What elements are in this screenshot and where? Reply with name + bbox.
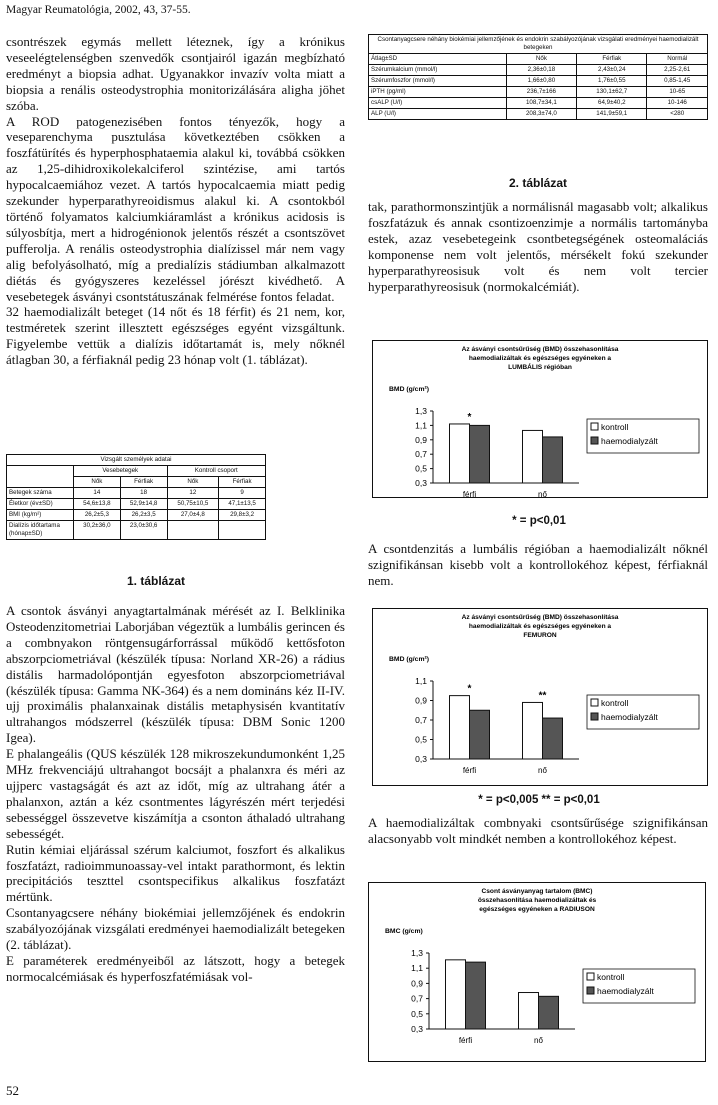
legend-label: haemodialyzált bbox=[601, 712, 658, 722]
chart-radius bbox=[368, 882, 706, 1062]
cell: 18 bbox=[120, 488, 167, 499]
table-2 bbox=[368, 34, 708, 120]
y-tick-label: 0,3 bbox=[411, 1024, 423, 1034]
cell bbox=[219, 521, 266, 540]
right-text-2 bbox=[368, 541, 708, 589]
table-1 bbox=[6, 454, 266, 540]
page-number: 52 bbox=[6, 1083, 19, 1098]
bar-haemodialyzalt bbox=[543, 718, 563, 759]
category-label: férfi bbox=[462, 490, 477, 497]
category-label: férfi bbox=[462, 766, 477, 775]
bar-haemodialyzalt bbox=[543, 437, 563, 483]
category-label: nő bbox=[538, 490, 547, 497]
row-label: Szérumkalcium (mmol/l) bbox=[369, 65, 507, 76]
cell: 108,7±34,1 bbox=[506, 98, 576, 109]
row-label: Betegek száma bbox=[7, 488, 74, 499]
significance-star: * bbox=[467, 411, 472, 423]
y-tick-label: 1,3 bbox=[415, 406, 427, 416]
bar-kontroll bbox=[446, 960, 466, 1029]
column-header: Nők bbox=[506, 54, 576, 65]
y-tick-label: 0,5 bbox=[411, 1008, 423, 1019]
cell: 27,0±4,8 bbox=[167, 510, 219, 521]
paragraph: csontrészek egymás mellett léteznek, így a krónikus veseelégtelenségben szenvedők csontjairól igazán megbízható eredményt a biopsia adhat. Ugyanakkor invazív volta miatt a biopsia a renális osteodystrophia monitorizálására aligha jöhet szóba. bbox=[6, 34, 345, 113]
chart-title: FEMURON bbox=[523, 632, 557, 639]
cell: 54,6±13,8 bbox=[74, 499, 121, 510]
bar-haemodialyzalt bbox=[539, 996, 559, 1029]
cell: 50,75±10,5 bbox=[167, 499, 219, 510]
category-label: férfi bbox=[458, 1036, 473, 1045]
legend-swatch bbox=[591, 423, 598, 430]
table-1-caption: 1. táblázat bbox=[126, 574, 186, 588]
y-axis-label: BMD (g/cm²) bbox=[389, 656, 430, 663]
chart-title: Az ásványi csontsűrűség (BMD) összehasonlítása bbox=[461, 346, 619, 353]
chart-title: haemodializáltak és egészséges egyéneken a bbox=[468, 623, 612, 630]
cell: 30,2±36,0 bbox=[74, 521, 121, 540]
chart-title: egészséges egyéneken a RADIUSON bbox=[479, 906, 595, 913]
legend-swatch bbox=[591, 437, 598, 444]
table-row bbox=[7, 510, 266, 521]
cell: 1,76±0,55 bbox=[577, 76, 647, 87]
bar-haemodialyzalt bbox=[470, 710, 490, 759]
column-header: Férfiak bbox=[577, 54, 647, 65]
cell: 9 bbox=[219, 488, 266, 499]
running-header: Magyar Reumatológia, 2002, 43, 37-55. bbox=[6, 4, 191, 16]
row-label: Dialízis időtartama (hónap±SD) bbox=[7, 521, 74, 540]
paragraph: A csontok ásványi anyagtartalmának mérését az I. Belklinika Osteodenzitometriai Laborjában végeztük a lumbális gerincen és a combnyakon röntgensugárforrással működő kettősfoton abszorpciometriával (készülék típusa: Norland XR-26) a rádius distális harmadolópontján egyesfoton abszorpciometriával (készülék típusa: Gamma NK-364) és a nem domináns kéz II-IV. ujj proximális phalanxainak distális metaphysisén kvantitatív ultrahangos módszerrel (készülék típusa: DBM Sonic 1200 Igea). bbox=[6, 603, 345, 746]
column-header: Normál bbox=[647, 54, 708, 65]
column-header: Férfiak bbox=[219, 477, 266, 488]
cell: 64,9±40,2 bbox=[577, 98, 647, 109]
y-tick-label: 0,5 bbox=[415, 734, 427, 745]
chart-title: Az ásványi csontsűrűség (BMD) összehasonlítása bbox=[461, 614, 619, 621]
table-row bbox=[369, 65, 708, 76]
cell: 23,0±30,6 bbox=[120, 521, 167, 540]
bar-kontroll bbox=[519, 993, 539, 1029]
cell: 47,1±13,5 bbox=[219, 499, 266, 510]
paragraph: 32 haemodializált beteget (14 nőt és 18 férfit) és 21 nem, kor, testméretek szerint illesztett egészséges egyént vizsgáltunk. Figyelembe vettük a dialízis időtartamát is, mely nőknél átlagban 30, a férfiaknál pedig 23 hónap volt (1. táblázat). bbox=[6, 304, 345, 368]
group-header: Vesebetegek bbox=[74, 466, 168, 477]
y-tick-label: 0,3 bbox=[415, 478, 427, 488]
cell: 208,3±74,0 bbox=[506, 109, 576, 120]
legend-label: kontroll bbox=[601, 698, 629, 708]
chart-femur-significance: * = p<0,005 ** = p<0,01 bbox=[478, 794, 600, 806]
row-label: iPTH (pg/ml) bbox=[369, 87, 507, 98]
paragraph: A ROD patogenezisében fontos tényezők, hogy a veseparenchyma pusztulása következtében csökken a foszfátürítés és hyperphosphataemia alakul ki, továbbá csökken az 1,25-dihidroxikolekalciferol szintézise, ami tartós hypocalcaemiához vezet. A tartós hypocalcaemia miatt pedig szekunder hyperparathyreoidismus alakul ki. A csontokból történő folyamatos kalciumkiáramlást a krónikus acidosis is súlyosbítja, mert a hidrogénionok jelentős részét a csontszövet pufferolja. A renális osteodystrophia dialízissel már nem vagy alig befolyásolható, míg a predialízis stádiumban alkalmazott diétás és gyógyszeres kezeléssel jórészt kivédhető. A vesebetegek ásványi csontstátuszának felmérése fontos feladat. bbox=[6, 113, 345, 304]
y-axis-label: BMD (g/cm²) bbox=[389, 386, 430, 393]
chart-lumbar bbox=[372, 340, 708, 498]
significance-star: ** bbox=[538, 690, 547, 702]
paragraph: Csontanyagcsere néhány biokémiai jellemzőjének és endokrin szabályozójának vizsgálati eredményei haemodializált betegeken (2. táblázat). bbox=[6, 905, 345, 953]
y-tick-label: 0,7 bbox=[411, 993, 423, 1004]
chart-title: LUMBÁLIS régióban bbox=[508, 364, 572, 371]
legend-swatch bbox=[587, 987, 594, 994]
y-tick-label: 0,3 bbox=[415, 754, 427, 764]
cell: 26,2±3,5 bbox=[120, 510, 167, 521]
left-column-bottom bbox=[6, 603, 345, 985]
cell: 141,9±59,1 bbox=[577, 109, 647, 120]
category-label: nő bbox=[534, 1036, 543, 1045]
y-tick-label: 0,9 bbox=[415, 695, 427, 706]
significance-star: * bbox=[467, 683, 472, 695]
right-text-3 bbox=[368, 815, 708, 847]
table-title: Csontanyagcsere néhány biokémiai jellemzőjének és endokrin szabályozójának vizsgálati eredményei haemodializált betegeken bbox=[369, 35, 708, 54]
cell bbox=[167, 521, 219, 540]
paragraph: E paraméterek eredményeiből az látszott, hogy a betegek normocalcémiásak és hyperfoszfatémiásak vol- bbox=[6, 952, 345, 984]
cell: 0,85-1,45 bbox=[647, 76, 708, 87]
y-tick-label: 1,1 bbox=[415, 420, 427, 431]
legend-swatch bbox=[591, 713, 598, 720]
cell: 10-146 bbox=[647, 98, 708, 109]
column-header: Átlag±SD bbox=[369, 54, 507, 65]
row-label: Szérumfoszfor (mmol/l) bbox=[369, 76, 507, 87]
paragraph: Rutin kémiai eljárással szérum kalciumot, foszfort és alkalikus foszfatázt, radioimmunoassay-vel intakt parathormont, és lektin precipitációs teszttel csontspecifikus alkalikus foszfatázt mértünk. bbox=[6, 841, 345, 905]
cell: 1,66±0,80 bbox=[506, 76, 576, 87]
category-label: nő bbox=[538, 766, 547, 775]
chart-radius-svg bbox=[369, 883, 705, 1061]
row-label: csALP (U/l) bbox=[369, 98, 507, 109]
bar-kontroll bbox=[523, 702, 543, 759]
bar-haemodialyzalt bbox=[466, 962, 486, 1029]
y-tick-label: 0,9 bbox=[415, 434, 427, 445]
bar-kontroll bbox=[450, 424, 470, 483]
chart-title: összehasonlítása haemodializáltak és bbox=[477, 897, 597, 904]
legend-label: haemodialyzált bbox=[601, 436, 658, 446]
bar-haemodialyzalt bbox=[470, 425, 490, 483]
table-2-caption: 2. táblázat bbox=[508, 176, 568, 190]
column-header: Nők bbox=[74, 477, 121, 488]
cell: 130,1±62,7 bbox=[577, 87, 647, 98]
y-tick-label: 0,9 bbox=[411, 978, 423, 989]
table-row bbox=[369, 76, 708, 87]
chart-title: Csont ásványanyag tartalom (BMC) bbox=[481, 888, 593, 895]
table-row bbox=[369, 109, 708, 120]
y-tick-label: 0,5 bbox=[415, 463, 427, 474]
cell: 26,2±5,3 bbox=[74, 510, 121, 521]
y-tick-label: 0,7 bbox=[415, 449, 427, 460]
row-label: Életkor (év±SD) bbox=[7, 499, 74, 510]
table-row bbox=[369, 98, 708, 109]
legend-label: kontroll bbox=[597, 972, 625, 982]
cell: 2,36±0,18 bbox=[506, 65, 576, 76]
paragraph: A haemodializáltak combnyaki csontsűrűsége szignifikánsan alacsonyabb volt mindkét nemben a kontrollokéhoz képest. bbox=[368, 815, 708, 846]
group-header: Kontroll csoport bbox=[167, 466, 266, 477]
chart-lumbar-svg bbox=[373, 341, 707, 497]
row-label: BMI (kg/m²) bbox=[7, 510, 74, 521]
chart-lumbar-significance: * = p<0,01 bbox=[512, 515, 566, 527]
row-label: ALP (U/l) bbox=[369, 109, 507, 120]
cell: <280 bbox=[647, 109, 708, 120]
y-tick-label: 1,1 bbox=[411, 963, 423, 974]
chart-femur bbox=[372, 608, 708, 786]
y-tick-label: 1,3 bbox=[411, 948, 423, 958]
bar-kontroll bbox=[450, 696, 470, 759]
left-column-top bbox=[6, 34, 345, 368]
cell: 236,7±166 bbox=[506, 87, 576, 98]
cell: 10-65 bbox=[647, 87, 708, 98]
cell: 29,8±3,2 bbox=[219, 510, 266, 521]
cell: 2,43±0,24 bbox=[577, 65, 647, 76]
legend-label: kontroll bbox=[601, 422, 629, 432]
paragraph: A csontdenzitás a lumbális régióban a haemodializált nőknél szignifikánsan kisebb volt a kontrollokéhoz képest, férfiaknál nem. bbox=[368, 541, 708, 588]
legend-swatch bbox=[587, 973, 594, 980]
paragraph: E phalangeális (QUS készülék 128 mikroszekundumonként 1,25 MHz frekvenciájú ultrahangot bocsájt a phalanxra és méri az ujjperc vastagságát és azt az időt, míg az ultrahang átér a phalanxon, aztán a kéz csontmentes lágyrészén mért terjedési sebességgel összevetve kiszámítja a csonton áthaladó ultrahang sebességét. bbox=[6, 746, 345, 841]
y-tick-label: 1,1 bbox=[415, 676, 427, 686]
paragraph: tak, parathormonszintjük a normálisnál magasabb volt; alkalikus foszfatázuk és annak csontizoenzimje a normális tartományba estek, azaz vesebetegeink csontbetegségének osteomaláciás komponense nem volt jelentős, mérsékelt fokú szekunder hyperparathyreosisuk volt és nem volt tercier hyperparathyreosisuk (normokalcémiát). bbox=[368, 199, 708, 294]
table-row bbox=[7, 521, 266, 540]
column-header: Nők bbox=[167, 477, 219, 488]
cell: 14 bbox=[74, 488, 121, 499]
chart-femur-svg bbox=[373, 609, 707, 785]
bar-kontroll bbox=[523, 430, 543, 483]
table-title: Vizsgált személyek adatai bbox=[7, 455, 266, 466]
chart-title: haemodializáltak és egészséges egyéneken a bbox=[468, 355, 612, 362]
legend-label: haemodialyzált bbox=[597, 986, 654, 996]
right-text-1 bbox=[368, 199, 708, 294]
table-row bbox=[7, 499, 266, 510]
cell: 2,25-2,61 bbox=[647, 65, 708, 76]
y-axis-label: BMC (g/cm) bbox=[385, 928, 423, 935]
table-row bbox=[369, 87, 708, 98]
cell: 12 bbox=[167, 488, 219, 499]
legend-swatch bbox=[591, 699, 598, 706]
table-row bbox=[7, 488, 266, 499]
cell: 52,9±14,8 bbox=[120, 499, 167, 510]
column-header: Férfiak bbox=[120, 477, 167, 488]
y-tick-label: 0,7 bbox=[415, 715, 427, 725]
